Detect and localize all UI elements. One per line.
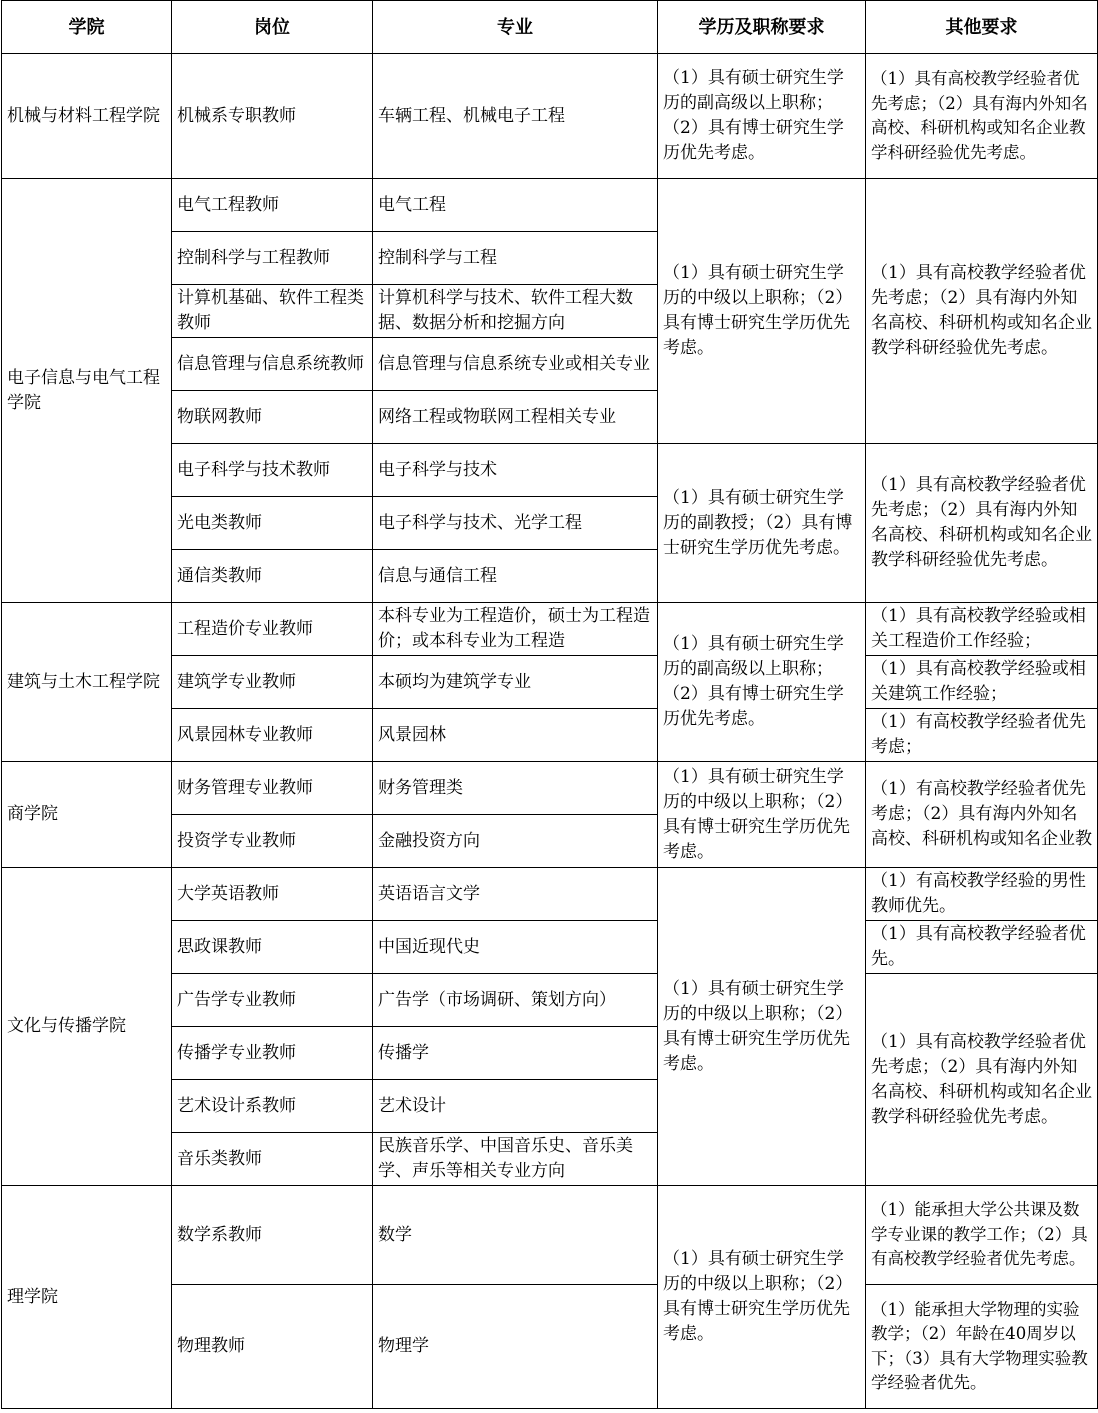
position-cell: 财务管理专业教师 [172, 762, 373, 815]
major-cell: 财务管理类 [373, 762, 658, 815]
position-cell: 光电类教师 [172, 497, 373, 550]
recruitment-table [1, 0, 1098, 1409]
position-cell: 机械系专职教师 [172, 54, 373, 179]
other-cell: （1）具有高校教学经验或相关工程造价工作经验； [866, 603, 1098, 656]
education-cell: （1）具有硕士研究生学历的副高级以上职称；（2）具有博士研究生学历优先考虑。 [658, 54, 866, 179]
other-cell: （1）有高校教学经验的男性教师优先。 [866, 868, 1098, 921]
header-college: 学院 [2, 1, 172, 54]
major-cell: 物理学 [373, 1285, 658, 1409]
other-cell: （1）能承担大学公共课及数学专业课的教学工作；（2）具有高校教学经验者优先考虑。 [866, 1186, 1098, 1285]
other-cell: （1）具有高校教学经验者优先考虑；（2）具有海内外知名高校、科研机构或知名企业教学科研经验优先考虑。 [866, 974, 1098, 1186]
position-cell: 信息管理与信息系统教师 [172, 338, 373, 391]
position-cell: 电气工程教师 [172, 179, 373, 232]
major-cell: 数学 [373, 1186, 658, 1285]
position-cell: 风景园林专业教师 [172, 709, 373, 762]
position-cell: 通信类教师 [172, 550, 373, 603]
table-row [2, 54, 1098, 179]
college-cell: 商学院 [2, 762, 172, 868]
position-cell: 物联网教师 [172, 391, 373, 444]
education-cell: （1）具有硕士研究生学历的中级以上职称；（2）具有博士研究生学历优先考虑。 [658, 179, 866, 444]
major-cell: 英语语言文学 [373, 868, 658, 921]
table-row [2, 179, 1098, 232]
major-cell: 网络工程或物联网工程相关专业 [373, 391, 658, 444]
position-cell: 广告学专业教师 [172, 974, 373, 1027]
education-cell: （1）具有硕士研究生学历的中级以上职称；（2）具有博士研究生学历优先考虑。 [658, 762, 866, 868]
header-row [2, 1, 1098, 54]
table-row [2, 868, 1098, 921]
table-row [2, 762, 1098, 815]
major-cell: 金融投资方向 [373, 815, 658, 868]
other-cell: （1）具有高校教学经验者优先。 [866, 921, 1098, 974]
position-cell: 工程造价专业教师 [172, 603, 373, 656]
position-cell: 计算机基础、软件工程类教师 [172, 285, 373, 338]
major-cell: 电气工程 [373, 179, 658, 232]
major-cell: 传播学 [373, 1027, 658, 1080]
header-position: 岗位 [172, 1, 373, 54]
major-cell: 计算机科学与技术、软件工程大数据、数据分析和挖掘方向 [373, 285, 658, 338]
other-cell: （1）有高校教学经验者优先考虑； [866, 709, 1098, 762]
position-cell: 思政课教师 [172, 921, 373, 974]
position-cell: 物理教师 [172, 1285, 373, 1409]
position-cell: 电子科学与技术教师 [172, 444, 373, 497]
education-cell: （1）具有硕士研究生学历的中级以上职称；（2）具有博士研究生学历优先考虑。 [658, 1186, 866, 1409]
major-cell: 本科专业为工程造价，硕士为工程造价；或本科专业为工程造 [373, 603, 658, 656]
other-cell: （1）能承担大学物理的实验教学；（2）年龄在40周岁以下；（3）具有大学物理实验教学经验者优先。 [866, 1285, 1098, 1409]
position-cell: 大学英语教师 [172, 868, 373, 921]
education-cell: （1）具有硕士研究生学历的副教授；（2）具有博士研究生学历优先考虑。 [658, 444, 866, 603]
major-cell: 广告学（市场调研、策划方向） [373, 974, 658, 1027]
position-cell: 音乐类教师 [172, 1133, 373, 1186]
position-cell: 投资学专业教师 [172, 815, 373, 868]
other-cell: （1）具有高校教学经验者优先考虑；（2）具有海内外知名高校、科研机构或知名企业教学科研经验优先考虑。 [866, 54, 1098, 179]
other-cell: （1）有高校教学经验者优先考虑；（2）具有海内外知名高校、科研机构或知名企业教 [866, 762, 1098, 868]
table-row [2, 1186, 1098, 1285]
other-cell: （1）具有高校教学经验者优先考虑；（2）具有海内外知名高校、科研机构或知名企业教学科研经验优先考虑。 [866, 179, 1098, 444]
position-cell: 传播学专业教师 [172, 1027, 373, 1080]
position-cell: 建筑学专业教师 [172, 656, 373, 709]
position-cell: 艺术设计系教师 [172, 1080, 373, 1133]
header-education: 学历及职称要求 [658, 1, 866, 54]
table-row [2, 603, 1098, 656]
header-other: 其他要求 [866, 1, 1098, 54]
major-cell: 控制科学与工程 [373, 232, 658, 285]
position-cell: 控制科学与工程教师 [172, 232, 373, 285]
header-major: 专业 [373, 1, 658, 54]
major-cell: 信息与通信工程 [373, 550, 658, 603]
major-cell: 本硕均为建筑学专业 [373, 656, 658, 709]
position-cell: 数学系教师 [172, 1186, 373, 1285]
major-cell: 风景园林 [373, 709, 658, 762]
education-cell: （1）具有硕士研究生学历的中级以上职称；（2）具有博士研究生学历优先考虑。 [658, 868, 866, 1186]
major-cell: 信息管理与信息系统专业或相关专业 [373, 338, 658, 391]
major-cell: 民族音乐学、中国音乐史、音乐美学、声乐等相关专业方向 [373, 1133, 658, 1186]
major-cell: 电子科学与技术、光学工程 [373, 497, 658, 550]
college-cell: 建筑与土木工程学院 [2, 603, 172, 762]
college-cell: 机械与材料工程学院 [2, 54, 172, 179]
major-cell: 艺术设计 [373, 1080, 658, 1133]
major-cell: 电子科学与技术 [373, 444, 658, 497]
major-cell: 车辆工程、机械电子工程 [373, 54, 658, 179]
other-cell: （1）具有高校教学经验或相关建筑工作经验； [866, 656, 1098, 709]
education-cell: （1）具有硕士研究生学历的副高级以上职称；（2）具有博士研究生学历优先考虑。 [658, 603, 866, 762]
college-cell: 理学院 [2, 1186, 172, 1409]
college-cell: 电子信息与电气工程学院 [2, 179, 172, 603]
college-cell: 文化与传播学院 [2, 868, 172, 1186]
other-cell: （1）具有高校教学经验者优先考虑；（2）具有海内外知名高校、科研机构或知名企业教学科研经验优先考虑。 [866, 444, 1098, 603]
major-cell: 中国近现代史 [373, 921, 658, 974]
